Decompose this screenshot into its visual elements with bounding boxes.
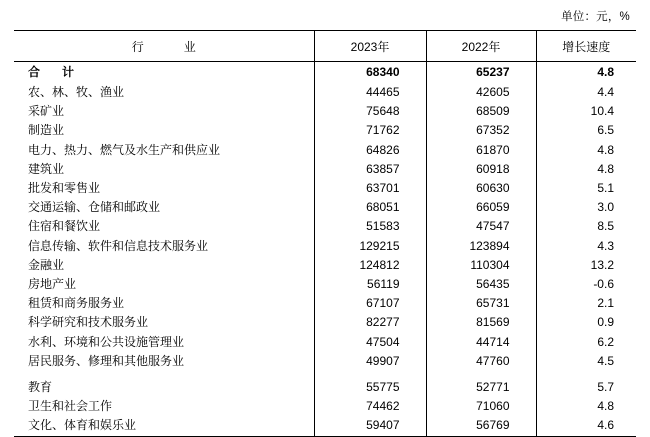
cell-year-2022: 66059 xyxy=(426,198,536,217)
cell-year-2023: 56119 xyxy=(314,275,426,294)
cell-year-2022: 60918 xyxy=(426,160,536,179)
cell-year-2022: 61870 xyxy=(426,141,536,160)
spacer-cell xyxy=(314,371,426,378)
cell-year-2023: 63701 xyxy=(314,179,426,198)
table-row xyxy=(14,179,636,198)
cell-industry: 批发和零售业 xyxy=(14,179,314,198)
unit-note: 单位：元，% xyxy=(561,11,630,23)
cell-industry: 租赁和商务服务业 xyxy=(14,294,314,313)
cell-growth: 13.2 xyxy=(590,257,614,272)
cell-industry: 科学研究和技术服务业 xyxy=(14,313,314,332)
cell-year-2022: 56435 xyxy=(426,275,536,294)
column-header-year-2023: 2023年 xyxy=(314,31,426,62)
cell-growth: 3.0 xyxy=(597,200,614,215)
cell-year-2023: 129215 xyxy=(314,237,426,256)
cell-growth: 4.6 xyxy=(536,416,636,436)
cell-growth: 10.4 xyxy=(590,104,614,119)
table-row xyxy=(14,275,636,294)
cell-year-2023: 71762 xyxy=(314,121,426,140)
cell-year-2022: 65731 xyxy=(426,294,536,313)
cell-year-2023: 44465 xyxy=(314,83,426,102)
cell-year-2023: 124812 xyxy=(314,256,426,275)
cell-growth: 4.8 xyxy=(597,65,614,79)
cell-year-2022: 44714 xyxy=(426,333,536,352)
cell-growth: 5.7 xyxy=(597,380,614,395)
table-row xyxy=(14,294,636,313)
table-row xyxy=(14,352,636,371)
cell-industry: 居民服务、修理和其他服务业 xyxy=(14,352,314,371)
table-row xyxy=(14,141,636,160)
cell-year-2023: 68051 xyxy=(314,198,426,217)
table-row xyxy=(14,217,636,236)
cell-year-2023: 49907 xyxy=(314,352,426,371)
table-header-row xyxy=(14,31,636,62)
cell-year-2022: 52771 xyxy=(426,378,536,397)
cell-year-2022: 81569 xyxy=(426,313,536,332)
spacer-cell xyxy=(14,371,314,378)
statistics-table xyxy=(14,30,636,437)
cell-industry: 卫生和社会工作 xyxy=(14,397,314,416)
table-row xyxy=(14,333,636,352)
cell-growth: 2.1 xyxy=(597,296,614,311)
cell-year-2023: 75648 xyxy=(314,102,426,121)
cell-industry: 水利、环境和公共设施管理业 xyxy=(14,333,314,352)
cell-industry: 信息传输、软件和信息技术服务业 xyxy=(14,237,314,256)
table-row xyxy=(14,313,636,332)
table-row xyxy=(14,378,636,397)
table-row xyxy=(14,83,636,102)
cell-year-2022: 47547 xyxy=(426,217,536,236)
column-header-industry: 行 业 xyxy=(14,31,314,62)
column-header-year-2022: 2022年 xyxy=(426,31,536,62)
table-header xyxy=(14,31,636,62)
cell-growth: 4.4 xyxy=(597,85,614,99)
cell-year-2023: 59407 xyxy=(314,416,426,436)
cell-year-2023: 82277 xyxy=(314,313,426,332)
cell-year-2023: 63857 xyxy=(314,160,426,179)
table-row xyxy=(14,160,636,179)
cell-growth: 5.1 xyxy=(597,181,614,196)
table-row xyxy=(14,256,636,275)
column-header-growth: 增长速度 xyxy=(536,31,636,62)
cell-year-2023: 67107 xyxy=(314,294,426,313)
cell-growth: 4.3 xyxy=(597,238,614,253)
cell-year-2022: 65237 xyxy=(426,62,536,84)
table-row xyxy=(14,237,636,256)
cell-growth: 4.5 xyxy=(597,353,614,368)
cell-year-2022: 42605 xyxy=(426,83,536,102)
cell-industry: 建筑业 xyxy=(14,160,314,179)
cell-year-2022: 71060 xyxy=(426,397,536,416)
cell-year-2023: 64826 xyxy=(314,141,426,160)
table-row xyxy=(14,397,636,416)
cell-industry: 农、林、牧、渔业 xyxy=(14,83,314,102)
cell-growth: 0.9 xyxy=(597,315,614,330)
cell-growth: -0.6 xyxy=(593,277,614,292)
cell-industry: 住宿和餐饮业 xyxy=(14,217,314,236)
cell-growth: 4.8 xyxy=(597,399,614,414)
cell-growth: 4.8 xyxy=(597,161,614,176)
cell-growth: 6.5 xyxy=(597,123,614,138)
cell-year-2022: 60630 xyxy=(426,179,536,198)
cell-year-2022: 110304 xyxy=(426,256,536,275)
cell-industry: 金融业 xyxy=(14,256,314,275)
cell-industry: 文化、体育和娱乐业 xyxy=(14,416,314,436)
cell-year-2022: 47760 xyxy=(426,352,536,371)
cell-year-2023: 68340 xyxy=(314,62,426,84)
table-group-spacer xyxy=(14,371,636,378)
cell-industry: 采矿业 xyxy=(14,102,314,121)
table-row xyxy=(14,198,636,217)
cell-industry: 制造业 xyxy=(14,121,314,140)
table-row xyxy=(14,416,636,436)
cell-industry: 合 计 xyxy=(14,62,314,84)
cell-year-2023: 51583 xyxy=(314,217,426,236)
cell-growth: 8.5 xyxy=(597,219,614,234)
cell-year-2022: 56769 xyxy=(426,416,536,436)
spacer-cell xyxy=(536,371,636,378)
cell-growth: 4.8 xyxy=(597,142,614,157)
cell-industry: 电力、热力、燃气及水生产和供应业 xyxy=(14,141,314,160)
cell-year-2023: 74462 xyxy=(314,397,426,416)
cell-year-2022: 67352 xyxy=(426,121,536,140)
cell-growth: 6.2 xyxy=(597,334,614,349)
cell-industry: 房地产业 xyxy=(14,275,314,294)
table-row xyxy=(14,102,636,121)
cell-year-2022: 68509 xyxy=(426,102,536,121)
table-row xyxy=(14,62,636,84)
table-body xyxy=(14,62,636,437)
table-row xyxy=(14,121,636,140)
cell-year-2023: 55775 xyxy=(314,378,426,397)
cell-industry: 交通运输、仓储和邮政业 xyxy=(14,198,314,217)
spacer-cell xyxy=(426,371,536,378)
cell-year-2023: 47504 xyxy=(314,333,426,352)
cell-year-2022: 123894 xyxy=(426,237,536,256)
cell-industry: 教育 xyxy=(14,378,314,397)
